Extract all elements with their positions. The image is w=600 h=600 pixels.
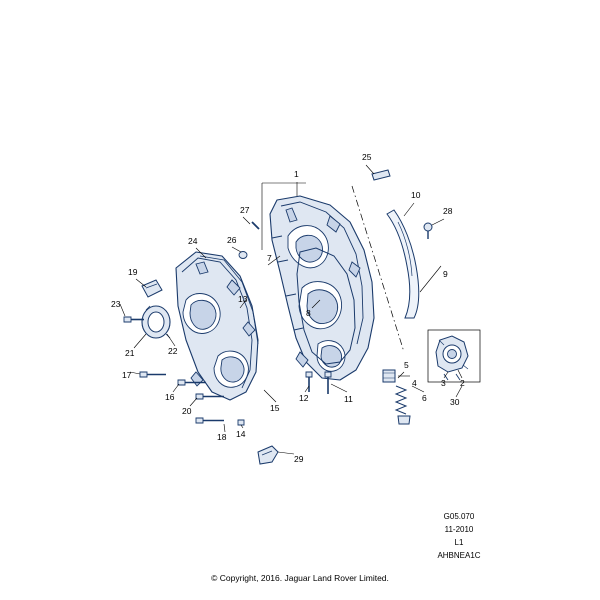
bolt-14: [238, 420, 244, 425]
bolt-18: [196, 418, 224, 423]
callout-26: 26: [227, 235, 237, 245]
callout-16: 16: [165, 392, 175, 402]
bolt-23: [124, 317, 144, 322]
meta-line-code: AHBNEA1C: [437, 551, 481, 560]
dowel-pin-27: [252, 222, 259, 229]
callout-28: 28: [443, 206, 453, 216]
right-side-gasket: [387, 210, 419, 318]
callout-18: 18: [217, 432, 227, 442]
callout-29: 29: [294, 454, 304, 464]
callout-25: 25: [362, 152, 372, 162]
bracket-29: [258, 446, 278, 464]
callout-4: 4: [412, 378, 417, 388]
meta-line-variant: L1: [454, 538, 464, 547]
callout-3: 3: [441, 378, 446, 388]
callout-27: 27: [240, 205, 250, 215]
callout-17: 17: [122, 370, 132, 380]
callout-22: 22: [168, 346, 178, 356]
meta-line-date: 11-2010: [444, 525, 474, 534]
callout-5: 5: [404, 360, 409, 370]
top-small-plate-25: [372, 170, 390, 180]
callout-13: 13: [238, 294, 248, 304]
callout-7: 7: [267, 253, 272, 263]
gasket-bolt-28: [424, 223, 432, 239]
callout-21: 21: [125, 348, 135, 358]
callout-23: 23: [111, 299, 121, 309]
callout-30: 30: [450, 397, 460, 407]
left-bracket-19: [142, 280, 162, 297]
washer-26: [239, 252, 247, 259]
callout-8: 8: [306, 308, 311, 318]
callout-2: 2: [460, 378, 465, 388]
callout-15: 15: [270, 403, 280, 413]
callout-20: 20: [182, 406, 192, 416]
callout-24: 24: [188, 236, 198, 246]
callout-14: 14: [236, 429, 246, 439]
relief-valve-cap-6: [398, 416, 410, 424]
bolt-17: [140, 372, 166, 377]
callout-10: 10: [411, 190, 421, 200]
callout-6: 6: [422, 393, 427, 403]
meta-line-drawing-number: G05.070: [443, 512, 475, 521]
oil-pump-rotor: [436, 336, 468, 380]
callout-9: 9: [443, 269, 448, 279]
callout-1: 1: [294, 169, 299, 179]
callout-11: 11: [344, 394, 353, 404]
callout-19: 19: [128, 267, 138, 277]
bolt-11: [325, 372, 331, 394]
relief-valve-plunger-4: [383, 370, 395, 382]
oil-seal-ring: [142, 306, 170, 338]
relief-valve-spring-5: [396, 386, 406, 414]
copyright-notice: © Copyright, 2016. Jaguar Land Rover Limited.: [211, 573, 389, 583]
callout-12: 12: [299, 393, 309, 403]
